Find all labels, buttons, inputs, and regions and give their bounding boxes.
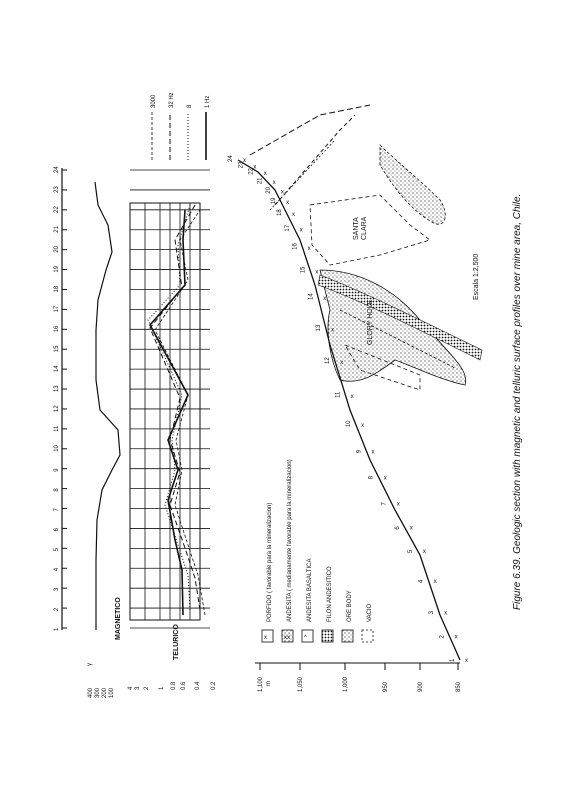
porphyry-mark: x <box>340 359 344 366</box>
rock-legend-swatch <box>342 630 353 642</box>
rock-legend-mark: x <box>264 635 267 641</box>
telluric-axis-tick: 3 <box>135 686 141 690</box>
section-station-label: 17 <box>284 224 291 232</box>
telluric-axis-tick: 0.4 <box>195 681 201 690</box>
section-station-label: 12 <box>325 357 332 364</box>
rock-legend-mark: ^ <box>304 635 307 641</box>
rock-legend-label: ANDESITA BASALTICA <box>307 558 313 622</box>
section-station-label: 16 <box>292 243 299 250</box>
magnetic-station-label: 16 <box>54 325 60 333</box>
porphyry-mark: x <box>315 269 319 276</box>
section-station-label: 13 <box>316 324 323 332</box>
porphyry-mark: x <box>299 227 303 234</box>
porphyry-mark: x <box>280 189 284 196</box>
telluric-legend-label: 1 Hz <box>205 95 211 108</box>
porphyry-mark: x <box>371 449 375 456</box>
section-station-label: 1 <box>450 658 456 662</box>
elevation-tick-label: 1,000 <box>343 676 349 692</box>
magnetic-station-label: 21 <box>54 226 60 233</box>
magnetic-station-label: 22 <box>54 206 60 213</box>
porphyry-mark: x <box>409 525 413 532</box>
telluric-axis-tick: 4 <box>128 686 134 690</box>
porphyry-mark: x <box>291 211 295 218</box>
magnetic-profile <box>54 166 122 698</box>
label-santa: SANTA <box>353 217 360 240</box>
porphyry-mark: x <box>454 634 458 641</box>
section-station-label: 2 <box>439 635 446 639</box>
magnetic-curve <box>95 182 120 630</box>
magnetic-station-label: 2 <box>54 607 60 612</box>
magnetic-station-label: 14 <box>54 365 60 373</box>
section-station-label: 4 <box>418 579 425 584</box>
magnetic-station-label: 7 <box>54 508 60 512</box>
porphyry-mark: x <box>243 158 246 164</box>
magnetic-axis-tick: 300 <box>95 687 101 698</box>
magnetic-station-label: 12 <box>54 405 60 412</box>
label-glory-hole: GLORY HOLE <box>367 299 374 345</box>
porphyry-mark: x <box>465 658 468 664</box>
magnetic-station-label: 18 <box>54 285 60 293</box>
section-station-label: 22 <box>248 168 255 175</box>
rock-legend-label: ORE BODY <box>347 590 353 622</box>
porphyry-mark: x <box>396 501 400 508</box>
magnetic-station-label: 1 <box>54 627 60 631</box>
magnetic-station-label: 4 <box>54 567 60 572</box>
magnetic-axis-tick: 200 <box>102 687 108 698</box>
porphyry-mark: x <box>286 200 290 207</box>
telluric-label: TELURICO <box>173 624 180 660</box>
magnetic-station-label: 8 <box>54 488 60 492</box>
telluric-legend-label: 3000 <box>151 94 157 108</box>
porphyry-mark: x <box>331 327 335 334</box>
telluric-grid <box>130 170 210 628</box>
section-station-label: 11 <box>335 391 342 398</box>
magnetic-station-label: 6 <box>54 528 60 532</box>
telluric-legend <box>151 92 211 160</box>
magnetic-label: MAGNETICO <box>115 597 122 640</box>
telluric-legend-label: 8 <box>187 104 193 108</box>
magnetic-station-label: 5 <box>54 548 60 552</box>
telluric-axis-tick: 0.2 <box>211 681 217 690</box>
elevation-tick-label: 950 <box>383 681 389 692</box>
telluric-curve-1hz <box>150 210 188 615</box>
magnetic-station-label: 19 <box>54 265 60 273</box>
magnetic-station-label: 13 <box>54 385 60 393</box>
elevation-tick-label: 1,100 <box>258 676 264 692</box>
magnetic-axis-tick: 400 <box>88 687 94 698</box>
porphyry-mark: x <box>272 180 276 187</box>
label-clara: CLARA <box>361 216 368 240</box>
scale-label: Escala 1:2,500 <box>473 253 480 300</box>
section-station-label: 6 <box>394 526 401 530</box>
elevation-unit: m <box>266 681 272 686</box>
porphyry-mark: x <box>383 475 387 482</box>
section-station-label: 19 <box>271 197 278 205</box>
elevation-tick-label: 850 <box>456 681 462 692</box>
elevation-axis <box>255 663 462 692</box>
telluric-axis-tick: 1 <box>159 686 165 690</box>
section-station-label: 18 <box>276 209 283 216</box>
magnetic-axis-ticks <box>87 663 115 698</box>
magnetic-axis-tick: 100 <box>109 687 115 698</box>
figure-caption: Figure 6.39. Geologic section with magnetic and telluric surface profiles over mine area, Chile. <box>512 193 523 610</box>
magnetic-station-label: 15 <box>54 345 60 353</box>
elevation-tick-label: 1,050 <box>298 676 304 692</box>
section-station-label: 5 <box>407 549 414 554</box>
porphyry-mark: x <box>433 579 437 586</box>
magnetic-station-label: 20 <box>54 245 60 253</box>
section-station-label: 9 <box>356 449 363 454</box>
telluric-axis-tick: 0.8 <box>171 681 177 690</box>
porphyry-mark: x <box>323 296 327 303</box>
telluric-axis-tick: 2 <box>144 686 150 690</box>
telluric-curve-32hz <box>150 205 200 610</box>
section-station-label: 10 <box>346 420 353 428</box>
magnetic-station-label: 11 <box>54 425 60 432</box>
section-station-label: 14 <box>308 293 315 301</box>
telluric-curves <box>148 205 205 615</box>
magnetic-station-labels <box>54 166 60 631</box>
porphyry-mark: x <box>350 393 354 400</box>
magnetic-axis-unit: γ <box>87 663 93 666</box>
rock-legend-label: FILON ANDESITICO <box>327 566 333 622</box>
section-station-label: 15 <box>300 266 307 274</box>
magnetic-station-label: 17 <box>54 305 60 313</box>
porphyry-mark: x <box>307 245 311 252</box>
section-station-label: 20 <box>265 187 272 194</box>
section-station-label: 24 <box>228 155 234 162</box>
section-station-label: 21 <box>257 177 264 185</box>
porphyry-mark: x <box>444 610 448 617</box>
rock-legend-label: ANDESITA ( medianamente favorable para la mineralizacion) <box>287 459 293 622</box>
porphyry-mark: x <box>361 423 365 430</box>
magnetic-station-label: 10 <box>54 445 60 452</box>
section-station-label: 23 <box>238 161 245 169</box>
magnetic-station-label: 3 <box>54 587 60 592</box>
telluric-legend-label: 32 Hz <box>169 92 175 108</box>
porphyry-mark: x <box>263 170 267 177</box>
rock-legend <box>262 459 373 642</box>
porphyry-mark: x <box>253 164 257 171</box>
porphyry-mark: x <box>422 549 426 556</box>
magnetic-station-ticks <box>62 170 67 628</box>
santa-clara-body <box>380 145 445 224</box>
section-station-label: 8 <box>368 476 375 480</box>
magnetic-station-label: 23 <box>54 186 60 193</box>
rock-legend-swatch <box>362 630 373 642</box>
telluric-axis-tick: 0.6 <box>181 681 187 690</box>
magnetic-station-label: 24 <box>54 166 60 173</box>
elevation-tick-label: 900 <box>418 681 424 692</box>
rock-legend-mark: xx <box>284 635 290 641</box>
rock-legend-label: VACIO <box>367 603 373 622</box>
section-station-label: 3 <box>429 611 436 615</box>
rock-legend-label: PORFIDO ( favorable para la mineralizacion) <box>267 502 273 622</box>
section-station-labels <box>228 155 456 662</box>
section-station-label: 7 <box>381 502 388 506</box>
magnetic-station-label: 9 <box>54 468 60 472</box>
telluric-axis-ticks <box>128 681 217 690</box>
rock-legend-swatch <box>322 630 333 642</box>
